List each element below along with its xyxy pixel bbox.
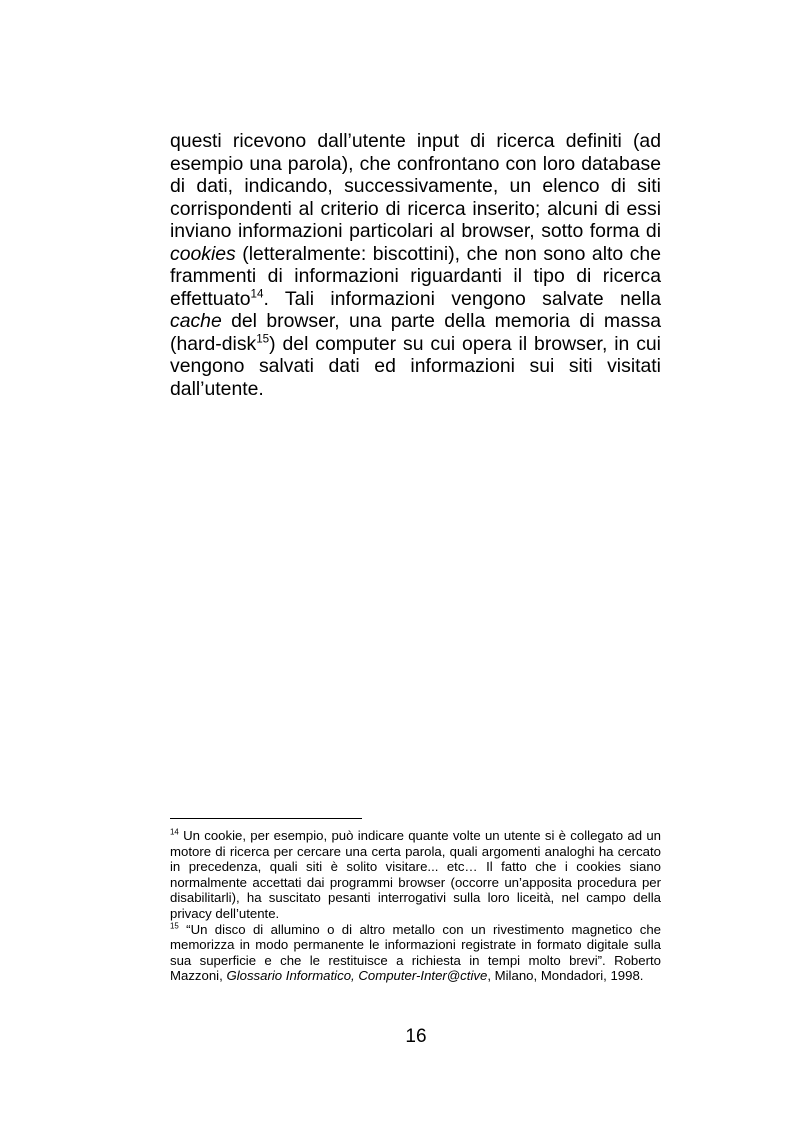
body-text-part-3: . Tali informazioni vengono salvate nella — [263, 287, 661, 310]
body-text-part-2: (letteralmente: biscottini), che non sono alto che frammenti di informazioni riguardanti il tipo di ricerca effettuato — [170, 242, 661, 310]
body-text-part-4: del browser, una parte della memoria di massa (hard-disk — [170, 310, 661, 355]
footnote-ref-15[interactable]: 15 — [256, 332, 270, 346]
footnote-15-number: 15 — [170, 921, 179, 931]
cookies-term: cookies — [170, 242, 236, 265]
footnote-15-book-title: Glossario Informatico, Computer-Inter@ctive — [226, 968, 488, 984]
footnote-14-text: Un cookie, per esempio, può indicare quante volte un utente si è collegato ad un motore di ricerca per cercare una certa parola, quali argomenti analoghi ha cercato in precedenza, quali siti è solito visitare... etc… Il fatto che i cookies siano normalmente accettati dai programmi browser (occorre un’apposita procedura per disabilitarli), ha suscitato pesanti interrogativi sulla loro liceità, nel campo della privacy dell’utente. — [170, 828, 661, 921]
body-text-part-1: questi ricevono dall’utente input di ricerca definiti (ad esempio una parola), che confrontano con loro database di dati, indicando, successivamente, un elenco di siti corrispondenti al criterio di ricerca inserito; alcuni di essi inviano informazioni particolari al browser, sotto forma di — [170, 130, 661, 242]
footnote-15-text-b: , Milano, Mondadori, 1998. — [487, 968, 644, 984]
footnote-14 — [170, 828, 661, 922]
footnote-14-number: 14 — [170, 827, 179, 837]
footnotes-section — [170, 828, 661, 984]
body-paragraph — [170, 130, 661, 400]
body-text-part-5: ) del computer su cui opera il browser, in cui vengono salvati dati ed informazioni sui siti visitati dall’utente. — [170, 332, 661, 400]
footnote-ref-14[interactable]: 14 — [250, 287, 264, 301]
footnote-15 — [170, 922, 661, 984]
page-number: 16 — [405, 1026, 427, 1047]
footnote-separator — [170, 818, 362, 819]
footnote-15-text-a: “Un disco di allumino o di altro metallo con un rivestimento magnetico che memorizza in modo permanente le informazioni registrate in formato digitale sulla sua superficie e che le restituisce a richiesta in tempi molto brevi”. Roberto Mazzoni, — [170, 921, 661, 984]
cache-term: cache — [170, 310, 222, 332]
